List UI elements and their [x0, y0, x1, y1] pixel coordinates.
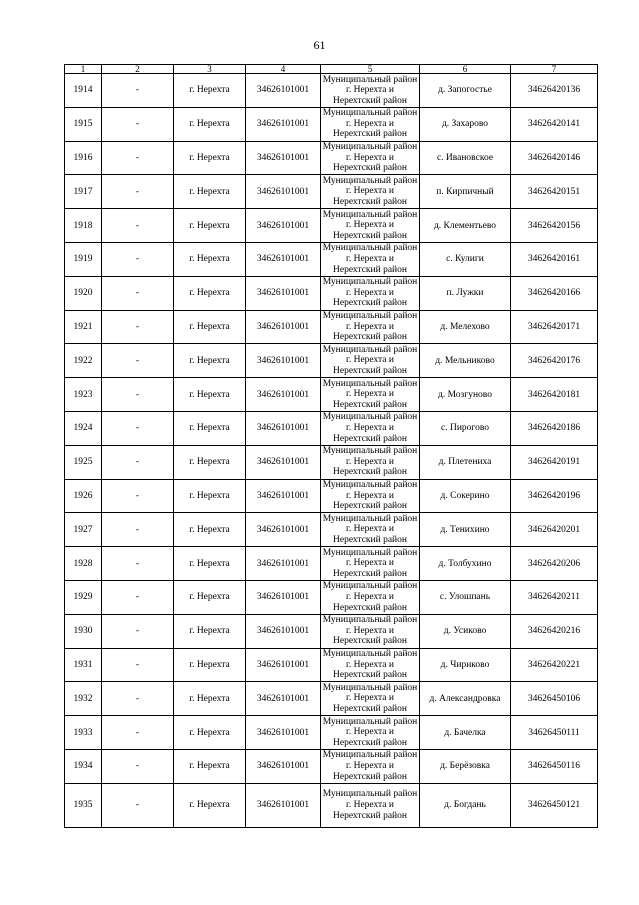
- row-number-cell: 1934: [65, 749, 102, 783]
- settlement-cell: с. Ивановское: [420, 141, 511, 175]
- table-row: [65, 445, 598, 479]
- code-cell: -: [102, 209, 174, 243]
- table-row: [65, 716, 598, 750]
- oktmo-settlement-cell: 34626450121: [511, 783, 598, 827]
- oktmo-settlement-cell: 34626450111: [511, 716, 598, 750]
- settlement-cell: д. Мозгуново: [420, 378, 511, 412]
- row-number-cell: 1931: [65, 648, 102, 682]
- settlement-cell: с. Улошпань: [420, 580, 511, 614]
- code-cell: -: [102, 175, 174, 209]
- oktmo-city-cell: 34626101001: [246, 648, 321, 682]
- oktmo-settlement-cell: 34626420141: [511, 107, 598, 141]
- municipality-cell: Муниципальный район г. Нерехта и Нерехтский район: [321, 107, 420, 141]
- settlement-cell: д. Запогостье: [420, 74, 511, 108]
- oktmo-city-cell: 34626101001: [246, 580, 321, 614]
- row-number-cell: 1928: [65, 547, 102, 581]
- oktmo-city-cell: 34626101001: [246, 74, 321, 108]
- oktmo-city-cell: 34626101001: [246, 141, 321, 175]
- oktmo-city-cell: 34626101001: [246, 445, 321, 479]
- municipality-cell: Муниципальный район г. Нерехта и Нерехтский район: [321, 580, 420, 614]
- municipality-cell: Муниципальный район г. Нерехта и Нерехтский район: [321, 614, 420, 648]
- city-cell: г. Нерехта: [174, 749, 246, 783]
- row-number-cell: 1919: [65, 242, 102, 276]
- city-cell: г. Нерехта: [174, 682, 246, 716]
- city-cell: г. Нерехта: [174, 411, 246, 445]
- header-row: [65, 65, 598, 74]
- municipality-cell: Муниципальный район г. Нерехта и Нерехтский район: [321, 378, 420, 412]
- municipality-cell: Муниципальный район г. Нерехта и Нерехтский район: [321, 479, 420, 513]
- code-cell: -: [102, 547, 174, 581]
- code-cell: -: [102, 783, 174, 827]
- row-number-cell: 1914: [65, 74, 102, 108]
- header-cell-col3: 3: [174, 65, 246, 74]
- settlement-cell: с. Пирогово: [420, 411, 511, 445]
- code-cell: -: [102, 411, 174, 445]
- header-cell-col5: 5: [321, 65, 420, 74]
- settlement-cell: д. Чириково: [420, 648, 511, 682]
- settlement-cell: д. Александровка: [420, 682, 511, 716]
- row-number-cell: 1927: [65, 513, 102, 547]
- settlement-cell: д. Тенихино: [420, 513, 511, 547]
- municipality-cell: Муниципальный район г. Нерехта и Нерехтский район: [321, 445, 420, 479]
- row-number-cell: 1920: [65, 276, 102, 310]
- row-number-cell: 1918: [65, 209, 102, 243]
- row-number-cell: 1925: [65, 445, 102, 479]
- table-row: [65, 141, 598, 175]
- row-number-cell: 1923: [65, 378, 102, 412]
- table-row: [65, 74, 598, 108]
- oktmo-settlement-cell: 34626420176: [511, 344, 598, 378]
- code-cell: -: [102, 242, 174, 276]
- municipality-cell: Муниципальный район г. Нерехта и Нерехтский район: [321, 276, 420, 310]
- city-cell: г. Нерехта: [174, 445, 246, 479]
- row-number-cell: 1933: [65, 716, 102, 750]
- header-cell-col7: 7: [511, 65, 598, 74]
- municipality-cell: Муниципальный район г. Нерехта и Нерехтский район: [321, 648, 420, 682]
- code-cell: -: [102, 74, 174, 108]
- table-row: [65, 479, 598, 513]
- registry-table: [64, 64, 598, 828]
- code-cell: -: [102, 445, 174, 479]
- row-number-cell: 1935: [65, 783, 102, 827]
- oktmo-settlement-cell: 34626420136: [511, 74, 598, 108]
- code-cell: -: [102, 648, 174, 682]
- code-cell: -: [102, 344, 174, 378]
- code-cell: -: [102, 513, 174, 547]
- oktmo-settlement-cell: 34626420201: [511, 513, 598, 547]
- oktmo-settlement-cell: 34626420196: [511, 479, 598, 513]
- code-cell: -: [102, 141, 174, 175]
- city-cell: г. Нерехта: [174, 141, 246, 175]
- municipality-cell: Муниципальный район г. Нерехта и Нерехтский район: [321, 344, 420, 378]
- city-cell: г. Нерехта: [174, 648, 246, 682]
- table-header: [65, 65, 598, 74]
- city-cell: г. Нерехта: [174, 242, 246, 276]
- settlement-cell: д. Сокерино: [420, 479, 511, 513]
- header-cell-col1: 1: [65, 65, 102, 74]
- code-cell: -: [102, 378, 174, 412]
- settlement-cell: д. Захарово: [420, 107, 511, 141]
- municipality-cell: Муниципальный район г. Нерехта и Нерехтский район: [321, 513, 420, 547]
- table-row: [65, 682, 598, 716]
- oktmo-city-cell: 34626101001: [246, 749, 321, 783]
- header-cell-col4: 4: [246, 65, 321, 74]
- table-row: [65, 411, 598, 445]
- settlement-cell: д. Бачелка: [420, 716, 511, 750]
- oktmo-settlement-cell: 34626420186: [511, 411, 598, 445]
- oktmo-settlement-cell: 34626450106: [511, 682, 598, 716]
- table-row: [65, 209, 598, 243]
- table-row: [65, 783, 598, 827]
- city-cell: г. Нерехта: [174, 479, 246, 513]
- city-cell: г. Нерехта: [174, 175, 246, 209]
- code-cell: -: [102, 614, 174, 648]
- settlement-cell: с. Кулиги: [420, 242, 511, 276]
- table-row: [65, 547, 598, 581]
- municipality-cell: Муниципальный район г. Нерехта и Нерехтский район: [321, 682, 420, 716]
- oktmo-city-cell: 34626101001: [246, 344, 321, 378]
- settlement-cell: д. Берёзовка: [420, 749, 511, 783]
- oktmo-city-cell: 34626101001: [246, 107, 321, 141]
- table-row: [65, 276, 598, 310]
- oktmo-settlement-cell: 34626420221: [511, 648, 598, 682]
- oktmo-city-cell: 34626101001: [246, 547, 321, 581]
- oktmo-settlement-cell: 34626420146: [511, 141, 598, 175]
- code-cell: -: [102, 580, 174, 614]
- oktmo-city-cell: 34626101001: [246, 716, 321, 750]
- settlement-cell: д. Богдань: [420, 783, 511, 827]
- oktmo-settlement-cell: 34626420161: [511, 242, 598, 276]
- oktmo-city-cell: 34626101001: [246, 276, 321, 310]
- oktmo-city-cell: 34626101001: [246, 783, 321, 827]
- city-cell: г. Нерехта: [174, 74, 246, 108]
- row-number-cell: 1916: [65, 141, 102, 175]
- table-body: [65, 74, 598, 828]
- city-cell: г. Нерехта: [174, 344, 246, 378]
- table-row: [65, 175, 598, 209]
- row-number-cell: 1926: [65, 479, 102, 513]
- settlement-cell: д. Толбухино: [420, 547, 511, 581]
- row-number-cell: 1921: [65, 310, 102, 344]
- page-number: 61: [313, 38, 326, 52]
- oktmo-settlement-cell: 34626420181: [511, 378, 598, 412]
- table-row: [65, 310, 598, 344]
- oktmo-city-cell: 34626101001: [246, 242, 321, 276]
- table-row: [65, 242, 598, 276]
- municipality-cell: Муниципальный район г. Нерехта и Нерехтский район: [321, 74, 420, 108]
- city-cell: г. Нерехта: [174, 276, 246, 310]
- code-cell: -: [102, 682, 174, 716]
- table-row: [65, 614, 598, 648]
- oktmo-city-cell: 34626101001: [246, 175, 321, 209]
- oktmo-city-cell: 34626101001: [246, 513, 321, 547]
- oktmo-settlement-cell: 34626420151: [511, 175, 598, 209]
- table-row: [65, 513, 598, 547]
- oktmo-settlement-cell: 34626420216: [511, 614, 598, 648]
- table-row: [65, 648, 598, 682]
- municipality-cell: Муниципальный район г. Нерехта и Нерехтский район: [321, 749, 420, 783]
- header-cell-col2: 2: [102, 65, 174, 74]
- oktmo-settlement-cell: 34626420166: [511, 276, 598, 310]
- city-cell: г. Нерехта: [174, 580, 246, 614]
- table-row: [65, 344, 598, 378]
- oktmo-settlement-cell: 34626420211: [511, 580, 598, 614]
- table-row: [65, 107, 598, 141]
- code-cell: -: [102, 107, 174, 141]
- city-cell: г. Нерехта: [174, 513, 246, 547]
- municipality-cell: Муниципальный район г. Нерехта и Нерехтский район: [321, 310, 420, 344]
- code-cell: -: [102, 276, 174, 310]
- oktmo-city-cell: 34626101001: [246, 209, 321, 243]
- city-cell: г. Нерехта: [174, 614, 246, 648]
- row-number-cell: 1930: [65, 614, 102, 648]
- table-row: [65, 749, 598, 783]
- row-number-cell: 1922: [65, 344, 102, 378]
- oktmo-city-cell: 34626101001: [246, 310, 321, 344]
- settlement-cell: д. Плетениха: [420, 445, 511, 479]
- row-number-cell: 1929: [65, 580, 102, 614]
- municipality-cell: Муниципальный район г. Нерехта и Нерехтский район: [321, 783, 420, 827]
- row-number-cell: 1915: [65, 107, 102, 141]
- oktmo-settlement-cell: 34626420191: [511, 445, 598, 479]
- table-row: [65, 378, 598, 412]
- code-cell: -: [102, 479, 174, 513]
- settlement-cell: д. Усиково: [420, 614, 511, 648]
- row-number-cell: 1917: [65, 175, 102, 209]
- table-row: [65, 580, 598, 614]
- oktmo-city-cell: 34626101001: [246, 479, 321, 513]
- municipality-cell: Муниципальный район г. Нерехта и Нерехтский район: [321, 175, 420, 209]
- oktmo-settlement-cell: 34626420206: [511, 547, 598, 581]
- oktmo-city-cell: 34626101001: [246, 682, 321, 716]
- row-number-cell: 1924: [65, 411, 102, 445]
- settlement-cell: д. Мелехово: [420, 310, 511, 344]
- oktmo-settlement-cell: 34626420171: [511, 310, 598, 344]
- city-cell: г. Нерехта: [174, 107, 246, 141]
- row-number-cell: 1932: [65, 682, 102, 716]
- settlement-cell: п. Лужки: [420, 276, 511, 310]
- city-cell: г. Нерехта: [174, 716, 246, 750]
- city-cell: г. Нерехта: [174, 209, 246, 243]
- municipality-cell: Муниципальный район г. Нерехта и Нерехтский район: [321, 141, 420, 175]
- oktmo-city-cell: 34626101001: [246, 378, 321, 412]
- code-cell: -: [102, 716, 174, 750]
- oktmo-city-cell: 34626101001: [246, 411, 321, 445]
- municipality-cell: Муниципальный район г. Нерехта и Нерехтский район: [321, 547, 420, 581]
- settlement-cell: д. Мельниково: [420, 344, 511, 378]
- settlement-cell: п. Кирпичный: [420, 175, 511, 209]
- oktmo-city-cell: 34626101001: [246, 614, 321, 648]
- municipality-cell: Муниципальный район г. Нерехта и Нерехтский район: [321, 716, 420, 750]
- city-cell: г. Нерехта: [174, 547, 246, 581]
- municipality-cell: Муниципальный район г. Нерехта и Нерехтский район: [321, 209, 420, 243]
- city-cell: г. Нерехта: [174, 783, 246, 827]
- oktmo-settlement-cell: 34626450116: [511, 749, 598, 783]
- city-cell: г. Нерехта: [174, 310, 246, 344]
- city-cell: г. Нерехта: [174, 378, 246, 412]
- municipality-cell: Муниципальный район г. Нерехта и Нерехтский район: [321, 411, 420, 445]
- code-cell: -: [102, 310, 174, 344]
- code-cell: -: [102, 749, 174, 783]
- header-cell-col6: 6: [420, 65, 511, 74]
- oktmo-settlement-cell: 34626420156: [511, 209, 598, 243]
- municipality-cell: Муниципальный район г. Нерехта и Нерехтский район: [321, 242, 420, 276]
- settlement-cell: д. Клементьево: [420, 209, 511, 243]
